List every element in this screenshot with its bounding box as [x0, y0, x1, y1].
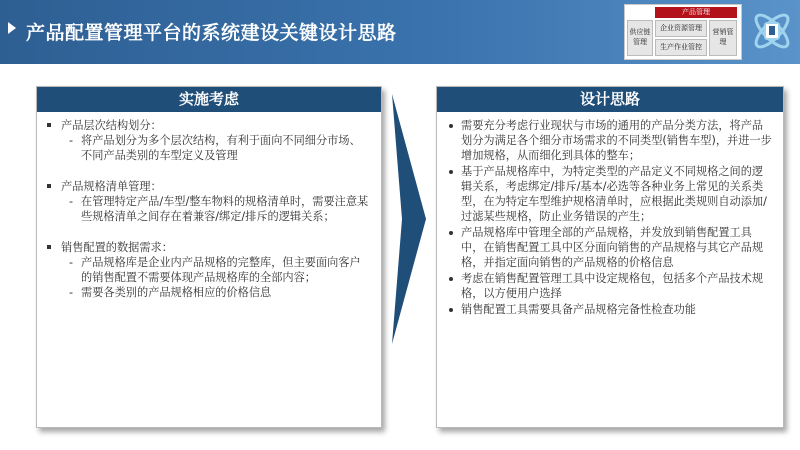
atom-logo-icon	[748, 6, 796, 56]
dash-bullet-icon: -	[69, 256, 74, 269]
square-bullet-icon	[47, 245, 51, 249]
dash-bullet-icon: -	[69, 134, 74, 147]
implementation-panel	[36, 86, 382, 428]
section-heading: 产品层次结构划分：	[61, 119, 162, 132]
list-item: 考虑在销售配置管理工具中设定规格包，包括多个产品技术规格，以方便用户选择	[447, 271, 773, 301]
section-sales-config-data	[47, 240, 371, 300]
dot-bullet-icon	[449, 124, 453, 128]
mini-system-diagram	[624, 4, 742, 60]
list-item: 产品规格库中管理全部的产品规格，并发放到销售配置工具中，在销售配置工具中区分面向销售的产品规格与其它产品规格，并指定面向销售的产品规格的价格信息	[447, 225, 773, 270]
list-item: - 在管理特定产品/车型/整车物料的规格清单时，需要注意某些规格清单之间存在着兼容/绑定/排斥的逻辑关系；	[69, 195, 369, 223]
mini-product-management: 产品管理	[655, 7, 737, 18]
square-bullet-icon	[47, 123, 51, 127]
list-item: - 需要各类别的产品规格相应的价格信息	[69, 286, 272, 299]
square-bullet-icon	[47, 184, 51, 188]
list-item: - 将产品划分为多个层次结构，有利于面向不同细分市场、不同产品类别的车型定义及管理	[69, 134, 361, 162]
dash-bullet-icon: -	[69, 195, 74, 208]
section-heading: 销售配置的数据需求：	[61, 241, 173, 254]
page-title: 产品配置管理平台的系统建设关键设计思路	[26, 22, 397, 44]
section-spec-list	[47, 179, 371, 224]
dash-bullet-icon: -	[69, 286, 74, 299]
dot-bullet-icon	[449, 170, 453, 174]
section-product-hierarchy	[47, 118, 371, 163]
list-item: 销售配置工具需要具备产品规格完备性检查功能	[447, 302, 773, 317]
list-item: 基于产品规格库中，为特定类型的产品定义不同规格之间的逻辑关系，考虑绑定/排斥/基本/必选等各种业务上常见的关系类型，在为特定车型维护规格清单时，应根据此类规则自动添加/过滤某些规格，防止业务错误的产生；	[447, 164, 773, 224]
mini-production-control: 生产作业管控	[655, 39, 707, 56]
chevron-right-icon	[8, 22, 16, 34]
dot-bullet-icon	[449, 308, 453, 312]
section-heading: 产品规格清单管理：	[61, 180, 162, 193]
dot-bullet-icon	[449, 277, 453, 281]
design-panel	[436, 86, 784, 428]
mini-supply-chain: 供应链管理	[627, 20, 653, 56]
mini-marketing: 营销管理	[709, 20, 737, 56]
list-item: 需要充分考虑行业现状与市场的通用的产品分类方法，将产品划分为满足各个细分市场需求的不同类型(销售车型)，并进一步增加规格，从而细化到具体的整车；	[447, 118, 773, 163]
chevron-arrow-icon	[388, 94, 428, 344]
implementation-panel-title: 实施考虑	[37, 87, 381, 112]
dot-bullet-icon	[449, 231, 453, 235]
mini-erp: 企业资源管理	[655, 20, 707, 37]
design-panel-title: 设计思路	[437, 87, 783, 112]
list-item: - 产品规格库是企业内产品规格的完整库，但主要面向客户的销售配置不需要体现产品规格库的全部内容；	[69, 256, 361, 284]
